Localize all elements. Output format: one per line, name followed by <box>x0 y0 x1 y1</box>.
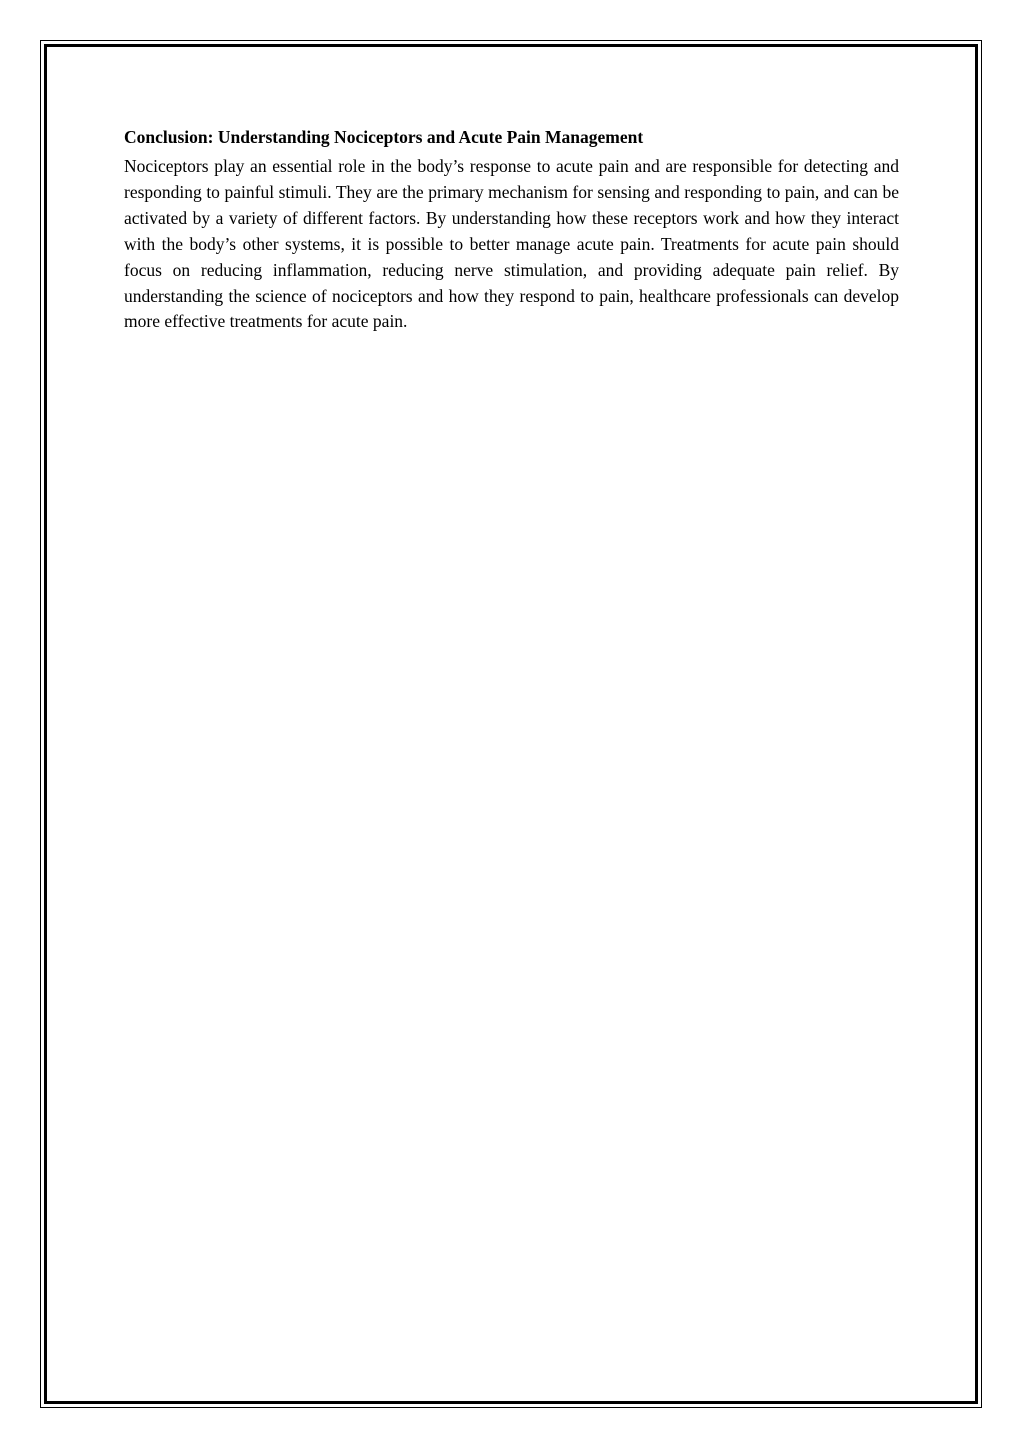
document-content <box>124 124 899 335</box>
section-heading: Conclusion: Understanding Nociceptors and Acute Pain Management <box>124 127 644 147</box>
body-paragraph: Nociceptors play an essential role in the body’s response to acute pain and are responsible for detecting and responding to painful stimuli. They are the primary mechanism for sensing and responding to pain, and can be activated by a variety of different factors. By understanding how these receptors work and how they interact with the body’s other systems, it is possible to better manage acute pain. Treatments for acute pain should focus on reducing inflammation, reducing nerve stimulation, and providing adequate pain relief. By understanding the science of nociceptors and how they respond to pain, healthcare professionals can develop more effective treatments for acute pain. <box>124 156 899 332</box>
